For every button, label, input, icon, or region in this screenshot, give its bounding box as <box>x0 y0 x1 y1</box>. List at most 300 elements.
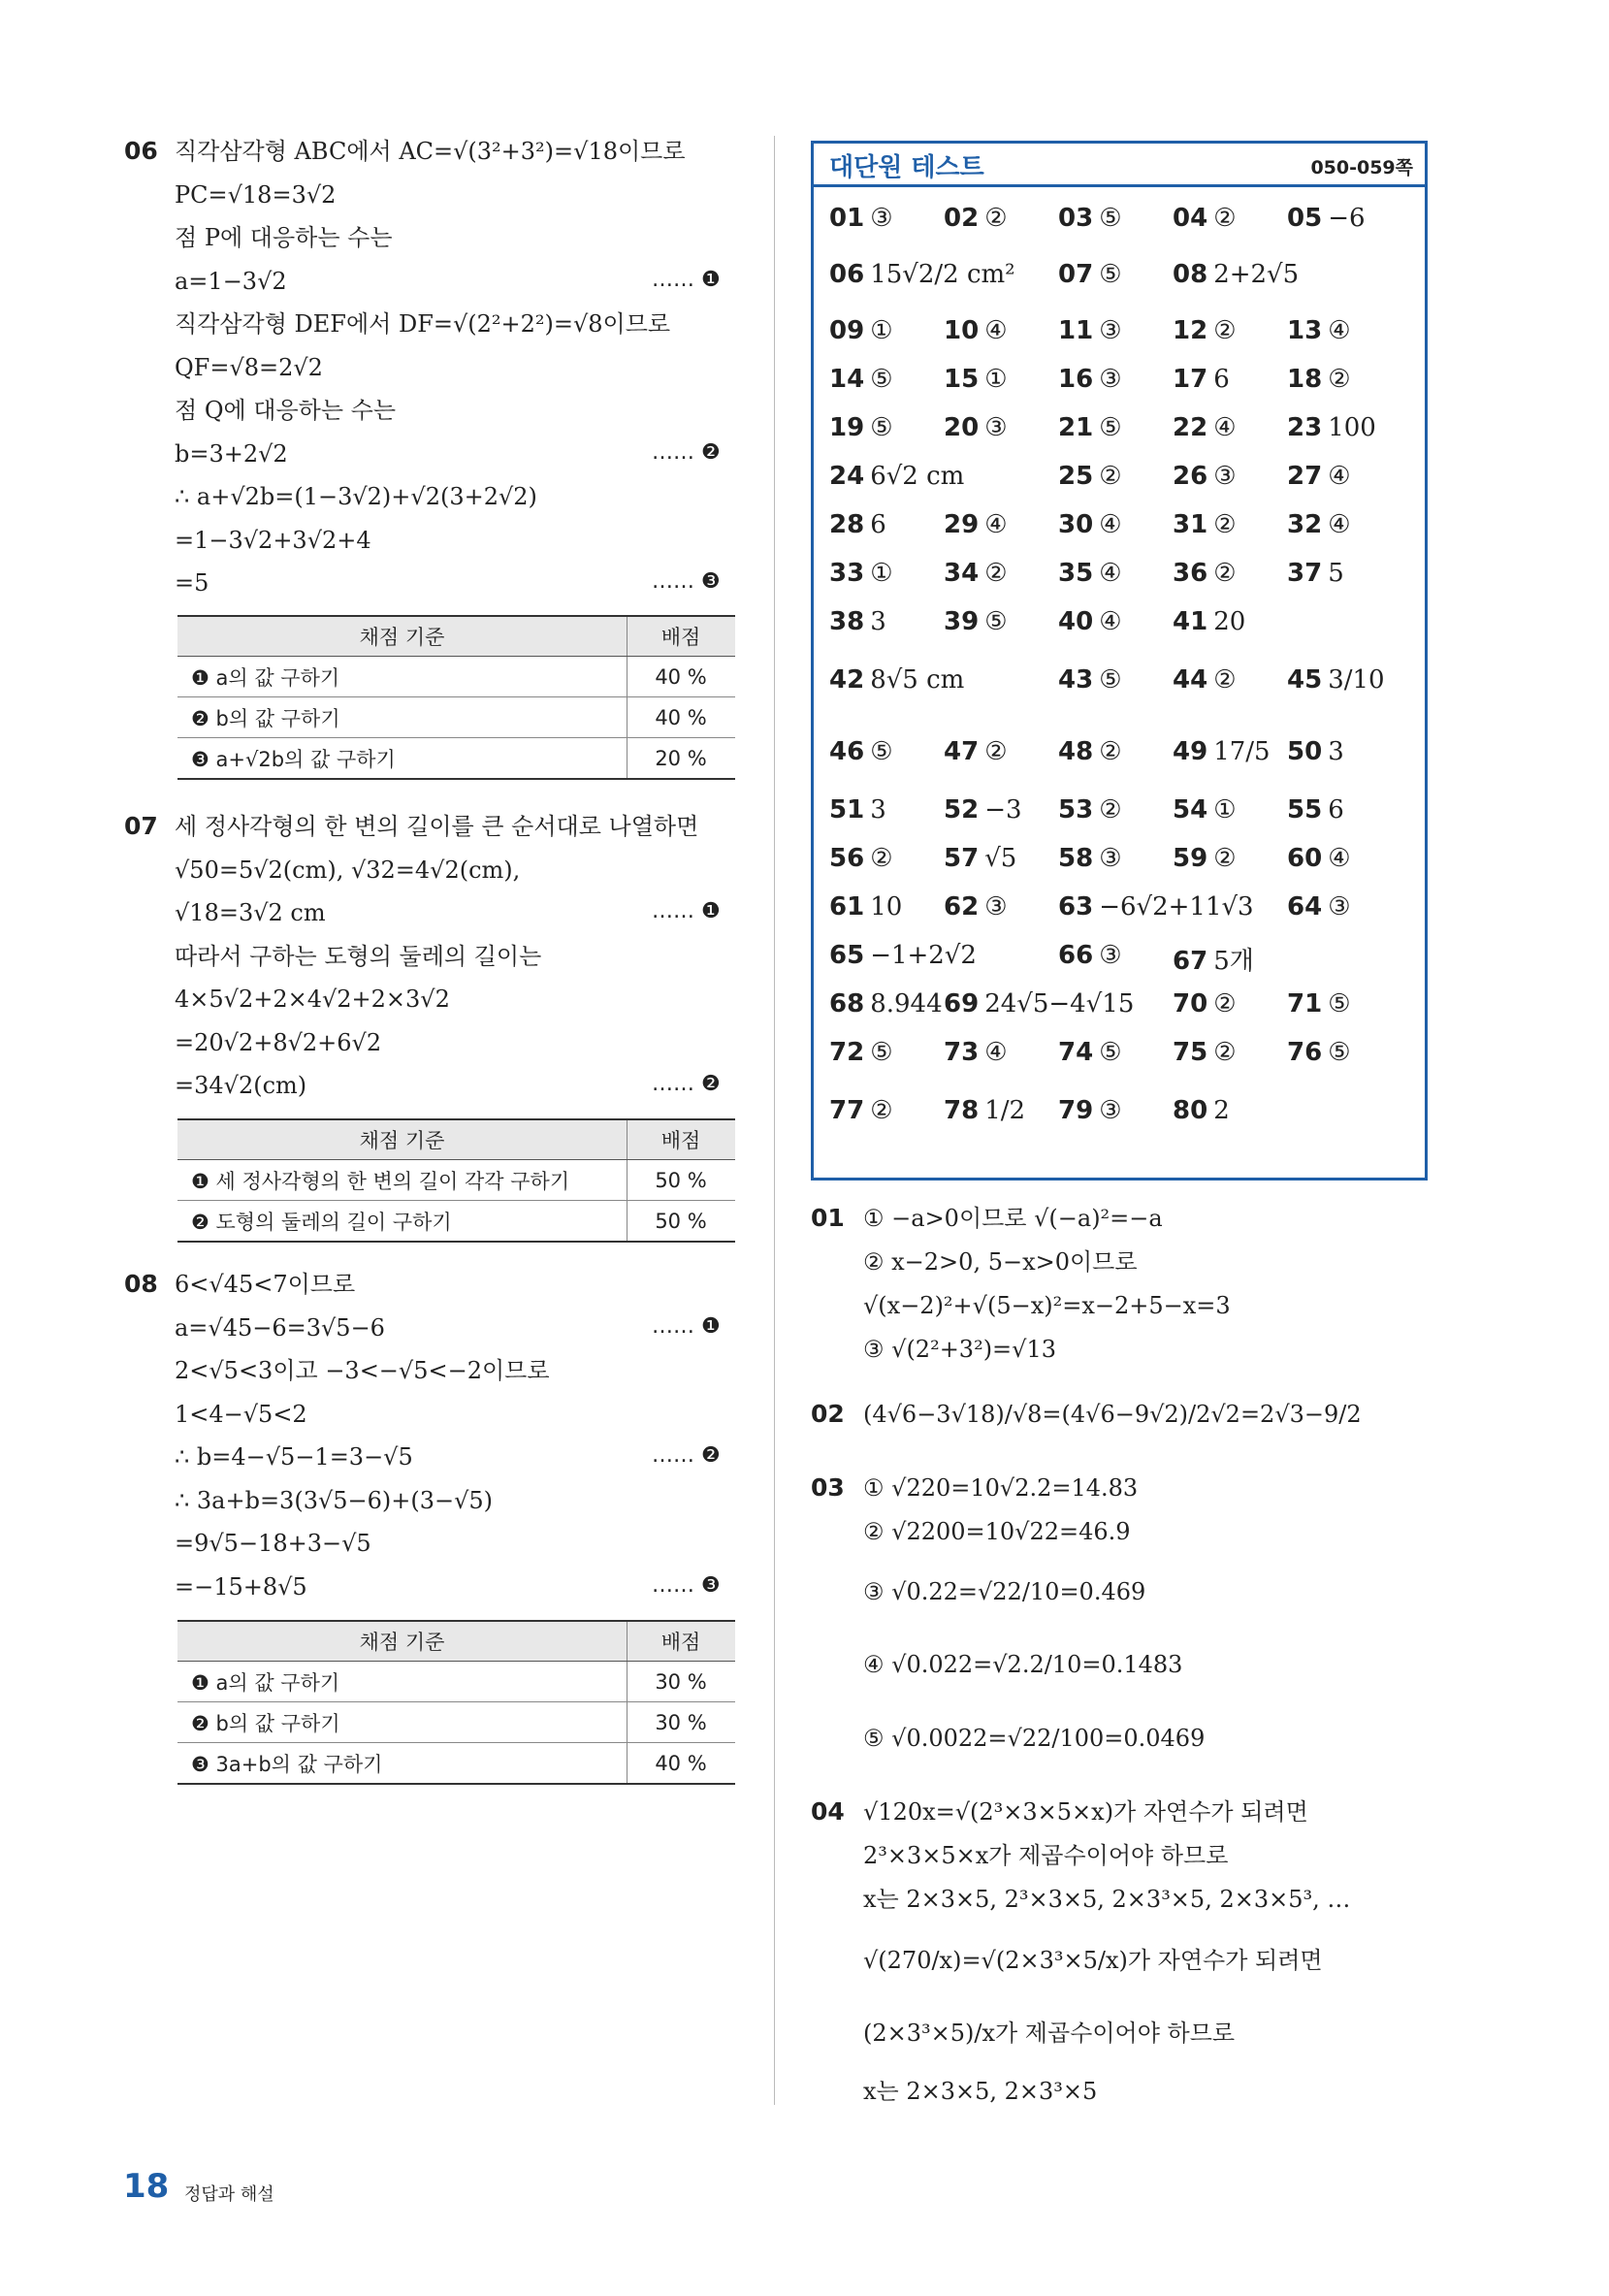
answer-item <box>829 737 893 766</box>
unit-test-answer-box <box>811 141 1428 1180</box>
answer-value: 3/10 <box>1328 665 1385 695</box>
answer-number: 35 <box>1058 559 1094 588</box>
answer-value: √5 <box>984 844 1017 873</box>
answer-box-header <box>814 144 1425 187</box>
answer-item <box>1173 204 1237 233</box>
points-cell: 30 % <box>628 1662 736 1702</box>
table-row <box>177 1160 735 1201</box>
points-cell: 40 % <box>628 1743 736 1785</box>
solution-line: a=1−3√2 <box>175 267 287 295</box>
answer-item <box>829 844 893 873</box>
page-number: 18 <box>123 2167 170 2206</box>
answer-number: 01 <box>829 204 865 233</box>
answer-item <box>1173 941 1254 977</box>
solution-line: ② x−2>0, 5−x>0이므로 <box>863 1248 1138 1276</box>
answer-value: ④ <box>1328 510 1351 539</box>
answer-item <box>1287 737 1344 766</box>
criteria-cell: ❷ b의 값 구하기 <box>177 1702 628 1743</box>
answer-item <box>944 795 1022 825</box>
answer-item <box>944 1096 1025 1125</box>
answer-value: ② <box>1213 1038 1237 1067</box>
answer-value: ② <box>1213 665 1237 695</box>
answer-item <box>944 510 1008 539</box>
points-header: 배점 <box>628 1621 736 1662</box>
answer-number: 08 <box>1173 260 1208 289</box>
answer-item <box>1287 892 1351 922</box>
solution-line: 세 정사각형의 한 변의 길이를 큰 순서대로 나열하면 <box>175 813 699 840</box>
answer-number: 25 <box>1058 462 1094 491</box>
points-cell: 50 % <box>628 1160 736 1201</box>
answer-number: 66 <box>1058 941 1094 970</box>
solution-line: √18=3√2 cm <box>175 899 326 926</box>
solution-line: 직각삼각형 DEF에서 DF=√(2²+2²)=√8이므로 <box>175 310 671 338</box>
answer-item <box>1173 989 1237 1019</box>
criteria-cell: ❸ 3a+b의 값 구하기 <box>177 1743 628 1785</box>
answer-value: ① <box>984 365 1008 394</box>
answer-value: ② <box>1213 989 1237 1019</box>
column-divider <box>774 136 775 2105</box>
solution-line: x는 2×3×5, 2³×3×5, 2×3³×5, 2×3×5³, … <box>863 1886 1351 1913</box>
answer-number: 61 <box>829 892 865 922</box>
score-step-marker: …… ❷ <box>652 439 721 465</box>
answer-value: ④ <box>1328 844 1351 873</box>
criteria-header: 채점 기준 <box>177 616 628 657</box>
answer-item <box>1287 462 1351 491</box>
answer-box-pages: 050-059쪽 <box>1310 157 1413 178</box>
answer-number: 26 <box>1173 462 1208 491</box>
answer-item <box>1058 941 1122 970</box>
answer-value: 24√5−4√15 <box>984 989 1135 1019</box>
answer-value: ⑤ <box>1099 413 1122 442</box>
answer-item <box>1058 559 1122 588</box>
answer-item <box>1287 795 1344 825</box>
answer-value: −6 <box>1328 204 1366 233</box>
answer-value: ③ <box>984 413 1008 442</box>
score-step-marker: …… ❸ <box>652 1572 721 1598</box>
answer-item <box>1173 316 1237 345</box>
answer-number: 20 <box>944 413 980 442</box>
answer-number: 76 <box>1287 1038 1323 1067</box>
answer-number: 41 <box>1173 607 1208 636</box>
answer-item <box>1058 510 1122 539</box>
answer-number: 04 <box>1173 204 1208 233</box>
answer-value: ② <box>1213 844 1237 873</box>
answer-number: 73 <box>944 1038 980 1067</box>
answer-value: 6√2 cm <box>870 462 965 491</box>
answer-value: ② <box>984 559 1008 588</box>
answer-number: 19 <box>829 413 865 442</box>
answer-number: 71 <box>1287 989 1323 1019</box>
points-header: 배점 <box>628 1119 736 1160</box>
answer-value: ⑤ <box>870 413 893 442</box>
answer-number: 68 <box>829 989 865 1019</box>
answer-value: ③ <box>1099 316 1122 345</box>
answer-number: 31 <box>1173 510 1208 539</box>
answer-number: 28 <box>829 510 865 539</box>
solution-line: x는 2×3×5, 2×3³×5 <box>863 2078 1098 2105</box>
answer-number: 60 <box>1287 844 1323 873</box>
answer-number: 10 <box>944 316 980 345</box>
answer-item <box>829 316 893 345</box>
answer-item <box>1287 559 1344 588</box>
answer-value: 15√2/2 cm² <box>870 260 1015 289</box>
answer-number: 59 <box>1173 844 1208 873</box>
answer-number: 29 <box>944 510 980 539</box>
answer-number: 50 <box>1287 737 1323 766</box>
problem-number: 06 <box>124 137 158 165</box>
answer-item <box>1287 413 1376 442</box>
answer-item <box>829 607 886 636</box>
answer-item <box>829 941 977 970</box>
answer-value: ④ <box>984 316 1008 345</box>
answer-item <box>829 665 964 695</box>
answer-number: 23 <box>1287 413 1323 442</box>
answer-value: ⑤ <box>1099 665 1122 695</box>
answer-item <box>829 365 893 394</box>
answer-value: ④ <box>984 1038 1008 1067</box>
answer-value: 8√5 cm <box>870 665 965 695</box>
answer-item <box>1173 1038 1237 1067</box>
answer-number: 77 <box>829 1096 865 1125</box>
solution-line: 따라서 구하는 도형의 둘레의 길이는 <box>175 942 542 970</box>
answer-value: ① <box>1213 795 1237 825</box>
answer-item <box>1058 844 1122 873</box>
criteria-header: 채점 기준 <box>177 1119 628 1160</box>
problem-number: 08 <box>124 1270 158 1298</box>
answer-number: 17 <box>1173 365 1208 394</box>
answer-number: 62 <box>944 892 980 922</box>
answer-item <box>1287 365 1351 394</box>
answer-item <box>1287 844 1351 873</box>
answer-number: 30 <box>1058 510 1094 539</box>
answer-value: ② <box>1099 737 1122 766</box>
answer-value: ① <box>870 316 893 345</box>
answer-value: 3 <box>870 607 886 636</box>
answer-value: 5개 <box>1213 947 1254 976</box>
answer-item <box>1173 737 1271 766</box>
solution-line: 직각삼각형 ABC에서 AC=√(3²+3²)=√18이므로 <box>175 138 686 165</box>
answer-item <box>1287 204 1366 233</box>
answer-value: 5 <box>1328 559 1344 588</box>
answer-number: 64 <box>1287 892 1323 922</box>
solution-line: QF=√8=2√2 <box>175 353 323 381</box>
answer-number: 46 <box>829 737 865 766</box>
answer-value: ⑤ <box>1099 204 1122 233</box>
answer-number: 58 <box>1058 844 1094 873</box>
answer-value: ④ <box>1099 607 1122 636</box>
answer-number: 18 <box>1287 365 1323 394</box>
answer-item <box>1058 795 1122 825</box>
answer-number: 54 <box>1173 795 1208 825</box>
answer-value: ④ <box>1328 462 1351 491</box>
answer-value: 2+2√5 <box>1213 260 1300 289</box>
solution-line: 2³×3×5×x가 제곱수이어야 하므로 <box>863 1842 1229 1869</box>
answer-number: 33 <box>829 559 865 588</box>
answer-item <box>1173 607 1245 636</box>
answer-item <box>1058 462 1122 491</box>
answer-item <box>1058 365 1122 394</box>
answer-value: 6 <box>1328 795 1344 825</box>
answer-value: ④ <box>1099 510 1122 539</box>
criteria-cell: ❶ a의 값 구하기 <box>177 657 628 697</box>
footer-label: 정답과 해설 <box>184 2184 274 2205</box>
solution-line: =34√2(cm) <box>175 1072 307 1099</box>
solution-line: ∴ a+√2b=(1−3√2)+√2(3+2√2) <box>175 483 537 510</box>
answer-item <box>944 559 1008 588</box>
answer-item <box>829 462 964 491</box>
answer-value: ③ <box>1099 1096 1122 1125</box>
answer-number: 45 <box>1287 665 1323 695</box>
answer-number: 11 <box>1058 316 1094 345</box>
table-header-row <box>177 1119 735 1160</box>
answer-number: 36 <box>1173 559 1208 588</box>
answer-item <box>1058 413 1122 442</box>
solution-line: =9√5−18+3−√5 <box>175 1530 371 1557</box>
answer-item <box>1173 665 1237 695</box>
answer-value: ⑤ <box>870 737 893 766</box>
solution-line: ③ √0.22=√22/10=0.469 <box>863 1578 1146 1605</box>
solution-line: b=3+2√2 <box>175 439 288 468</box>
answer-value: ② <box>870 1096 893 1125</box>
problem-number: 07 <box>124 812 158 840</box>
answer-item <box>944 892 1008 922</box>
answer-box-title: 대단원 테스트 <box>829 153 984 182</box>
solution-line: =20√2+8√2+6√2 <box>175 1028 382 1056</box>
answer-item <box>1287 989 1351 1019</box>
answer-item <box>1058 737 1122 766</box>
table-row <box>177 1743 735 1785</box>
answer-value: ② <box>1213 510 1237 539</box>
answer-number: 49 <box>1173 737 1208 766</box>
answer-item <box>829 413 893 442</box>
table-row <box>177 1201 735 1243</box>
answer-item <box>944 607 1008 636</box>
answer-value: ⑤ <box>984 607 1008 636</box>
points-cell: 30 % <box>628 1702 736 1743</box>
solution-line: =1−3√2+3√2+4 <box>175 526 371 554</box>
answer-value: ⑤ <box>1099 260 1122 289</box>
answer-value: ⑤ <box>1099 1038 1122 1067</box>
answer-value: ③ <box>1213 462 1237 491</box>
criteria-cell: ❶ 세 정사각형의 한 변의 길이 각각 구하기 <box>177 1160 628 1201</box>
answer-number: 52 <box>944 795 980 825</box>
answer-number: 42 <box>829 665 865 695</box>
score-step-marker: …… ❷ <box>652 1443 721 1468</box>
answer-value: ③ <box>1099 941 1122 970</box>
table-header-row <box>177 1621 735 1662</box>
answer-value: ② <box>984 204 1008 233</box>
table-row <box>177 697 735 738</box>
answer-value: 100 <box>1328 413 1376 442</box>
answer-item <box>1173 260 1299 289</box>
answer-item <box>944 316 1008 345</box>
solution-line: √(x−2)²+√(5−x)²=x−2+5−x=3 <box>863 1292 1231 1319</box>
scoring-table-06 <box>177 615 735 780</box>
answer-item <box>1173 510 1237 539</box>
answer-item <box>1173 795 1237 825</box>
answer-item <box>944 204 1008 233</box>
criteria-cell: ❷ b의 값 구하기 <box>177 697 628 738</box>
answer-number: 44 <box>1173 665 1208 695</box>
solution-line: ① −a>0이므로 √(−a)²=−a <box>863 1205 1163 1232</box>
answer-item <box>1058 1096 1122 1125</box>
answer-value: ② <box>1213 559 1237 588</box>
score-step-marker: …… ❸ <box>652 569 721 594</box>
answer-value: ② <box>1099 795 1122 825</box>
answer-value: ④ <box>1213 413 1237 442</box>
answer-value: ③ <box>1099 844 1122 873</box>
answer-number: 07 <box>1058 260 1094 289</box>
solution-line: ③ √(2²+3²)=√13 <box>863 1336 1056 1363</box>
answer-value: ② <box>1099 462 1122 491</box>
solution-line: 점 P에 대응하는 수는 <box>175 224 393 251</box>
answer-number: 72 <box>829 1038 865 1067</box>
answer-value: ② <box>984 737 1008 766</box>
answer-value: 3 <box>1328 737 1344 766</box>
answer-number: 67 <box>1173 947 1208 976</box>
answer-value: ② <box>1213 316 1237 345</box>
solution-line: √120x=√(2³×3×5×x)가 자연수가 되려면 <box>863 1798 1308 1826</box>
answer-item <box>944 844 1016 873</box>
solution-line: ② √2200=10√22=46.9 <box>863 1518 1131 1545</box>
answer-number: 47 <box>944 737 980 766</box>
answer-value: ⑤ <box>1328 989 1351 1019</box>
criteria-cell: ❷ 도형의 둘레의 길이 구하기 <box>177 1201 628 1243</box>
answer-number: 16 <box>1058 365 1094 394</box>
answer-number: 09 <box>829 316 865 345</box>
answer-number: 75 <box>1173 1038 1208 1067</box>
answer-item <box>944 413 1008 442</box>
answer-value: ③ <box>870 204 893 233</box>
score-step-marker: …… ❶ <box>652 1313 721 1339</box>
answer-value: ③ <box>1099 365 1122 394</box>
answer-number: 80 <box>1173 1096 1208 1125</box>
answer-value: 20 <box>1213 607 1246 636</box>
answer-number: 43 <box>1058 665 1094 695</box>
answer-value: −6√2+11√3 <box>1099 892 1254 922</box>
score-step-marker: …… ❶ <box>652 899 721 923</box>
solution-line: ① √220=10√2.2=14.83 <box>863 1474 1139 1502</box>
table-row <box>177 1702 735 1743</box>
answer-number: 74 <box>1058 1038 1094 1067</box>
answer-value: ③ <box>984 892 1008 922</box>
points-cell: 50 % <box>628 1201 736 1243</box>
answer-item <box>1058 316 1122 345</box>
answer-number: 53 <box>1058 795 1094 825</box>
answer-number: 13 <box>1287 316 1323 345</box>
scoring-table-08 <box>177 1620 735 1785</box>
problem-number: 04 <box>811 1797 845 1826</box>
answer-item <box>829 559 893 588</box>
answer-item <box>1173 365 1230 394</box>
answer-item <box>944 737 1008 766</box>
answer-item <box>829 260 1015 289</box>
answer-item <box>829 795 886 825</box>
answer-value: ⑤ <box>870 365 893 394</box>
answer-number: 63 <box>1058 892 1094 922</box>
answer-value: 6 <box>870 510 886 539</box>
answer-item <box>1173 844 1237 873</box>
solution-line: =−15+8√5 <box>175 1572 307 1601</box>
answer-number: 15 <box>944 365 980 394</box>
answer-number: 40 <box>1058 607 1094 636</box>
solution-line: a=√45−6=3√5−6 <box>175 1313 385 1342</box>
answer-value: −1+2√2 <box>870 941 977 970</box>
answer-value: 6 <box>1213 365 1230 394</box>
answer-value: ④ <box>984 510 1008 539</box>
answer-item <box>829 1096 893 1125</box>
solution-line: 2<√5<3이고 −3<−√5<−2이므로 <box>175 1357 550 1384</box>
answer-number: 38 <box>829 607 865 636</box>
answer-number: 55 <box>1287 795 1323 825</box>
answer-item <box>1173 413 1237 442</box>
answer-item <box>1058 665 1122 695</box>
solution-line: ⑤ √0.0022=√22/100=0.0469 <box>863 1725 1206 1752</box>
answer-value: ④ <box>1099 559 1122 588</box>
answer-number: 24 <box>829 462 865 491</box>
solution-line: ∴ b=4−√5−1=3−√5 <box>175 1443 413 1471</box>
answer-item <box>944 365 1008 394</box>
answer-item <box>1287 665 1385 695</box>
answer-number: 32 <box>1287 510 1323 539</box>
answer-item <box>944 1038 1008 1067</box>
problem-number: 01 <box>811 1204 845 1232</box>
answer-value: ⑤ <box>870 1038 893 1067</box>
answer-number: 14 <box>829 365 865 394</box>
table-row <box>177 738 735 780</box>
answer-number: 22 <box>1173 413 1208 442</box>
solution-line: (2×3³×5)/x가 제곱수이어야 하므로 <box>863 2020 1236 2047</box>
points-cell: 20 % <box>628 738 736 780</box>
answer-item <box>1287 510 1351 539</box>
answer-number: 06 <box>829 260 865 289</box>
points-header: 배점 <box>628 616 736 657</box>
problem-number: 03 <box>811 1473 845 1502</box>
answer-number: 56 <box>829 844 865 873</box>
answer-value: ② <box>1328 365 1351 394</box>
answer-item <box>944 989 1134 1019</box>
criteria-cell: ❶ a의 값 구하기 <box>177 1662 628 1702</box>
solution-line: 4×5√2+2×4√2+2×3√2 <box>175 986 450 1013</box>
solution-line: 1<4−√5<2 <box>175 1400 307 1428</box>
solution-line: ④ √0.022=√2.2/10=0.1483 <box>863 1651 1183 1678</box>
answer-value: 10 <box>870 892 903 922</box>
answer-number: 51 <box>829 795 865 825</box>
answer-value: 2 <box>1213 1096 1230 1125</box>
solution-line: 점 Q에 대응하는 수는 <box>175 397 397 424</box>
score-step-marker: …… ❷ <box>652 1072 721 1096</box>
score-step-marker: …… ❶ <box>652 267 721 292</box>
points-cell: 40 % <box>628 697 736 738</box>
points-cell: 40 % <box>628 657 736 697</box>
answer-number: 12 <box>1173 316 1208 345</box>
table-header-row <box>177 616 735 657</box>
answer-number: 21 <box>1058 413 1094 442</box>
answer-item <box>1173 462 1237 491</box>
answer-number: 70 <box>1173 989 1208 1019</box>
answer-item <box>1058 1038 1122 1067</box>
answer-value: 1/2 <box>984 1096 1026 1125</box>
answer-number: 03 <box>1058 204 1094 233</box>
solution-line: √50=5√2(cm), √32=4√2(cm), <box>175 856 521 884</box>
answer-item <box>829 510 886 539</box>
answer-item <box>1058 892 1254 922</box>
answer-value: 8.944 <box>870 989 943 1019</box>
answer-item <box>829 989 943 1019</box>
answer-number: 65 <box>829 941 865 970</box>
solution-line: √(270/x)=√(2×3³×5/x)가 자연수가 되려면 <box>863 1947 1323 1974</box>
answer-number: 34 <box>944 559 980 588</box>
